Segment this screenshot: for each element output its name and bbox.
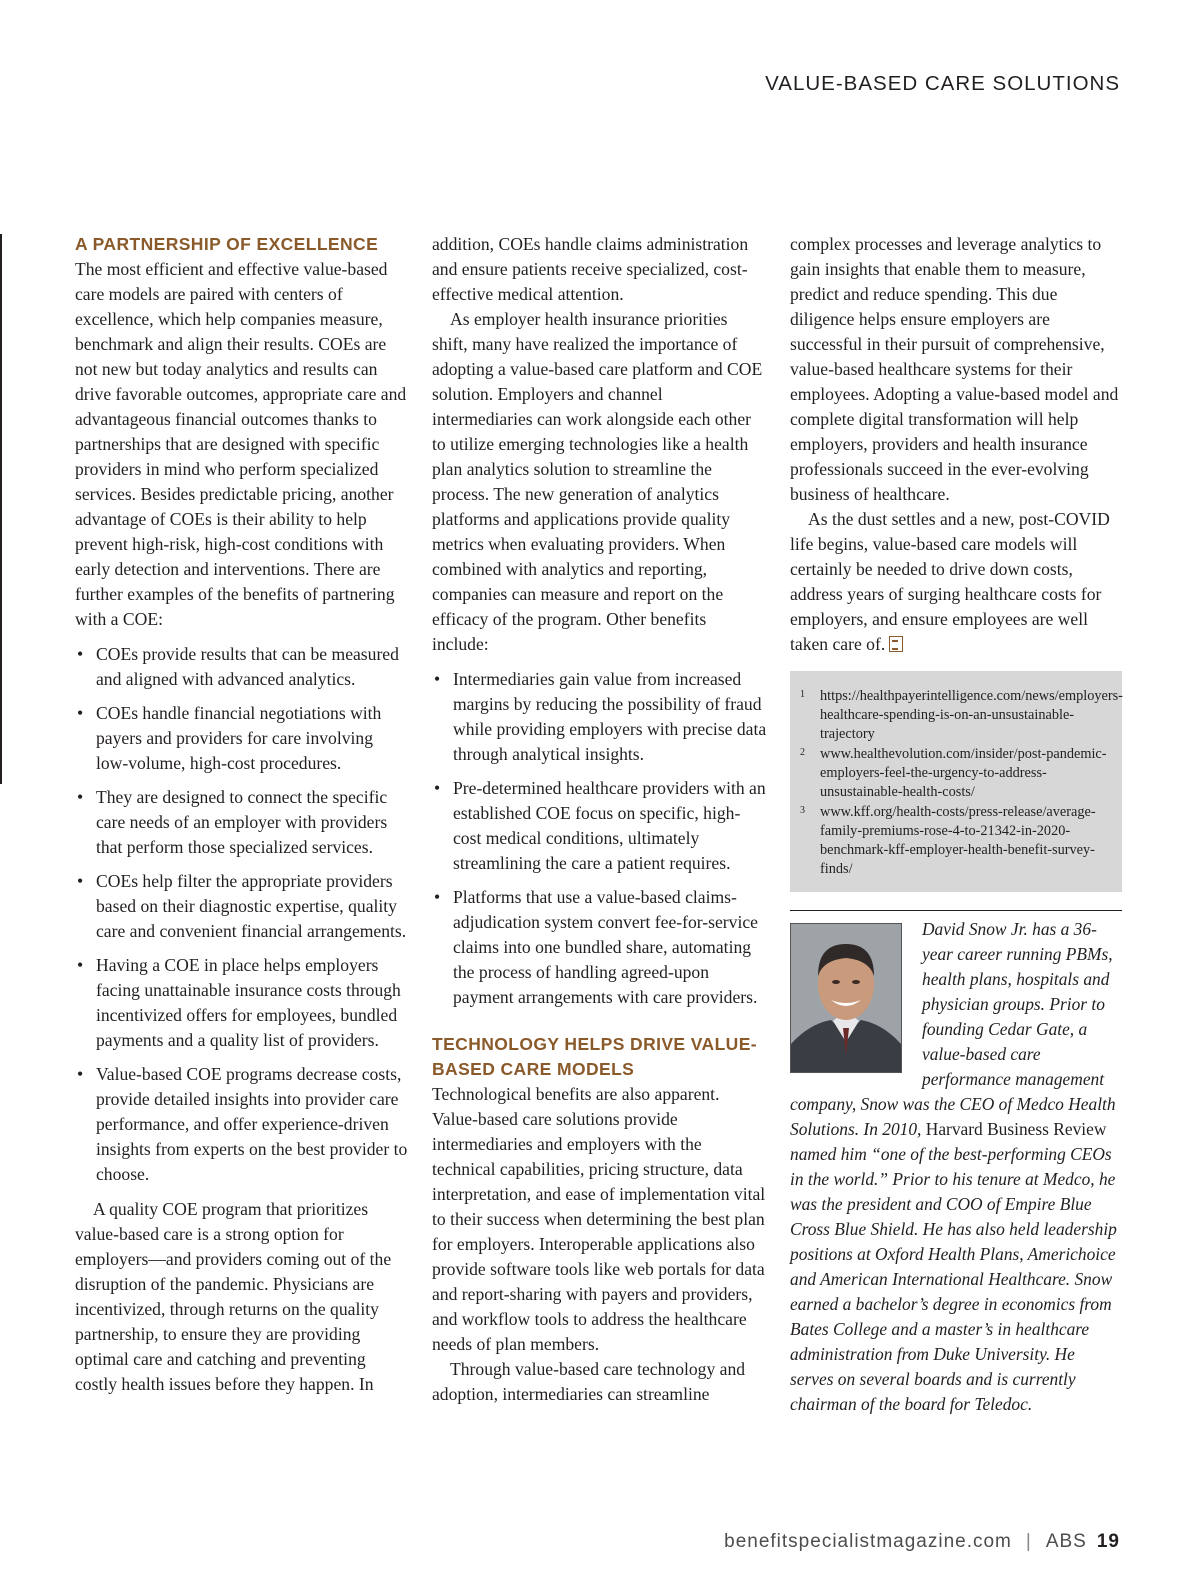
- list-item: • Intermediaries gain value from increased margins by reducing the possibility of fraud while providing employers with precise data through analytical insights.: [432, 667, 767, 767]
- list-item: • COEs provide results that can be measured and aligned with advanced analytics.: [75, 642, 408, 692]
- heading-technology: TECHNOLOGY HELPS DRIVE VALUE-BASED CARE MODELS: [432, 1034, 758, 1079]
- column-3: [790, 232, 1122, 1417]
- author-photo-icon: [791, 924, 901, 1072]
- author-portrait: [790, 923, 902, 1073]
- author-bio: [790, 910, 1122, 1417]
- list-item: • COEs help filter the appropriate providers based on their diagnostic expertise, quality care and convenient financial arrangements.: [75, 869, 408, 944]
- endnote: [800, 803, 1112, 879]
- paragraph-final: [790, 507, 1122, 657]
- endnote-number: 1: [800, 689, 805, 700]
- endnote-number: 2: [800, 747, 805, 758]
- column-2: [432, 232, 767, 1407]
- endnotes-box: [790, 671, 1122, 892]
- endnote: [800, 687, 1123, 744]
- page-footer: [724, 1531, 1120, 1553]
- list-item: • Pre-determined healthcare providers with an established COE focus on specific, high-cost medical conditions, ultimately streamlining the care a patient requires.: [432, 776, 767, 876]
- list-item: • Having a COE in place helps employers facing unattainable insurance costs through incentivized offers for employees, bundled payments and a quality list of providers.: [75, 953, 408, 1053]
- bio-text: David Snow Jr. has a 36-year career running PBMs, health plans, hospitals and physician groups. Prior to founding Cedar Gate, a value-based care performance management company, Snow was the CEO of Medco Health Solutions. In 2010,: [790, 919, 1116, 1139]
- paragraph: complex processes and leverage analytics to gain insights that enable them to measure, predict and reduce spending. This due diligence helps ensure employers are successful in their pursuit of comprehensive, value-based healthcare systems for their employees. Adopting a value-based model and complete digital transformation will help employers, providers and health insurance professionals succeed in the ever-evolving business of healthcare.: [790, 234, 1119, 504]
- endnote-link[interactable]: www.kff.org/health-costs/press-release/average-family-premiums-rose-4-to-21342-in-2020-benchmark-kff-employer-health-benefit-survey-finds/: [820, 804, 1096, 877]
- section-label: VALUE-BASED CARE SOLUTIONS: [765, 72, 1120, 95]
- footer-site: benefitspecialistmagazine.com: [724, 1531, 1012, 1552]
- bio-publication: Harvard Business Review: [925, 1119, 1107, 1139]
- endnote: [800, 745, 1112, 802]
- endnote-number: 3: [800, 805, 805, 816]
- footer-magazine: ABS: [1045, 1531, 1087, 1552]
- page-number: 19: [1096, 1531, 1120, 1552]
- end-of-article-icon: [889, 636, 903, 652]
- paragraph-intro: The most efficient and effective value-based care models are paired with centers of excellence, which help companies measure, benchmark and align their results. COEs are not new but today analytics and results can drive favorable outcomes, appropriate care and advantageous financial outcomes thanks to partnerships that are designed with specific providers in mind who perform specialized services. Besides predictable pricing, another advantage of COEs is their ability to help prevent high-risk, high-cost conditions with early detection and interventions. There are further examples of the benefits of partnering with a COE:: [75, 259, 407, 629]
- list-item: • COEs handle financial negotiations with payers and providers for care involving low-volume, high-cost procedures.: [75, 701, 408, 776]
- paragraph: As employer health insurance priorities shift, many have realized the importance of adopting a value-based care platform and COE solution. Employers and channel intermediaries can work alongside each other to utilize emerging technologies like a health plan analytics solution to streamline the process. The new generation of analytics platforms and applications provide quality metrics when evaluating providers. When combined with analytics and reporting, companies can measure and report on the efficacy of the program. Other benefits include:: [432, 309, 763, 654]
- endnote-link[interactable]: www.healthevolution.com/insider/post-pandemic-employers-feel-the-urgency-to-address-unsustainable-health-costs/: [820, 746, 1107, 800]
- paragraph-text: As the dust settles and a new, post-COVID life begins, value-based care models will certainly be needed to drive down costs, address years of surging healthcare costs for employers, and ensure employees are well taken care of.: [790, 509, 1110, 654]
- column-1: [75, 232, 408, 1397]
- paragraph: addition, COEs handle claims administration and ensure patients receive specialized, cost-effective medical attention.: [432, 234, 749, 304]
- heading-partnership: A PARTNERSHIP OF EXCELLENCE: [75, 234, 379, 254]
- bio-text: named him “one of the best-performing CEOs in the world.” Prior to his tenure at Medco, he was the president and COO of Empire Blue Cross Blue Shield. He has also held leadership positions at Oxford Health Plans, Americhoice and American International Healthcare. Snow earned a bachelor’s degree in economics from Bates College and a master’s in healthcare administration from Duke University. He serves on several boards and is currently chairman of the board for Teledoc.: [790, 1144, 1117, 1414]
- list-item: • Value-based COE programs decrease costs, provide detailed insights into provider care performance, and offer experience-driven insights from experts on the best provider to choose.: [75, 1062, 408, 1187]
- other-benefits-list: [432, 667, 767, 1010]
- paragraph: Technological benefits are also apparent. Value-based care solutions provide intermediaries and employers with the technical capabilities, pricing structure, data interpretation, and ease of implementation vital to their success when determining the best plan for employers. Interoperable applications also provide software tools like web portals for data and report-sharing with payers and providers, and workflow tools to address the healthcare needs of plan members.: [432, 1084, 766, 1354]
- footer-separator: |: [1025, 1531, 1032, 1552]
- list-item: • They are designed to connect the specific care needs of an employer with providers that perform those specialized services.: [75, 785, 408, 860]
- paragraph-closing: A quality COE program that prioritizes value-based care is a strong option for employers—and providers coming out of the disruption of the pandemic. Physicians are incentivized, through returns on the quality partnership, to ensure they are providing optimal care and catching and preventing costly health issues before they happen. In: [75, 1199, 392, 1394]
- paragraph: Through value-based care technology and adoption, intermediaries can streamline: [432, 1359, 746, 1404]
- list-item: • Platforms that use a value-based claims-adjudication system convert fee-for-service claims into one bundled share, automating the process of handling agreed-upon payment arrangements with care providers.: [432, 885, 767, 1010]
- coe-benefits-list: [75, 642, 408, 1187]
- endnote-link[interactable]: https://healthpayerintelligence.com/news/employers-healthcare-spending-is-on-an-unsustainable-trajectory: [820, 688, 1123, 742]
- left-margin-rule: [0, 234, 2, 784]
